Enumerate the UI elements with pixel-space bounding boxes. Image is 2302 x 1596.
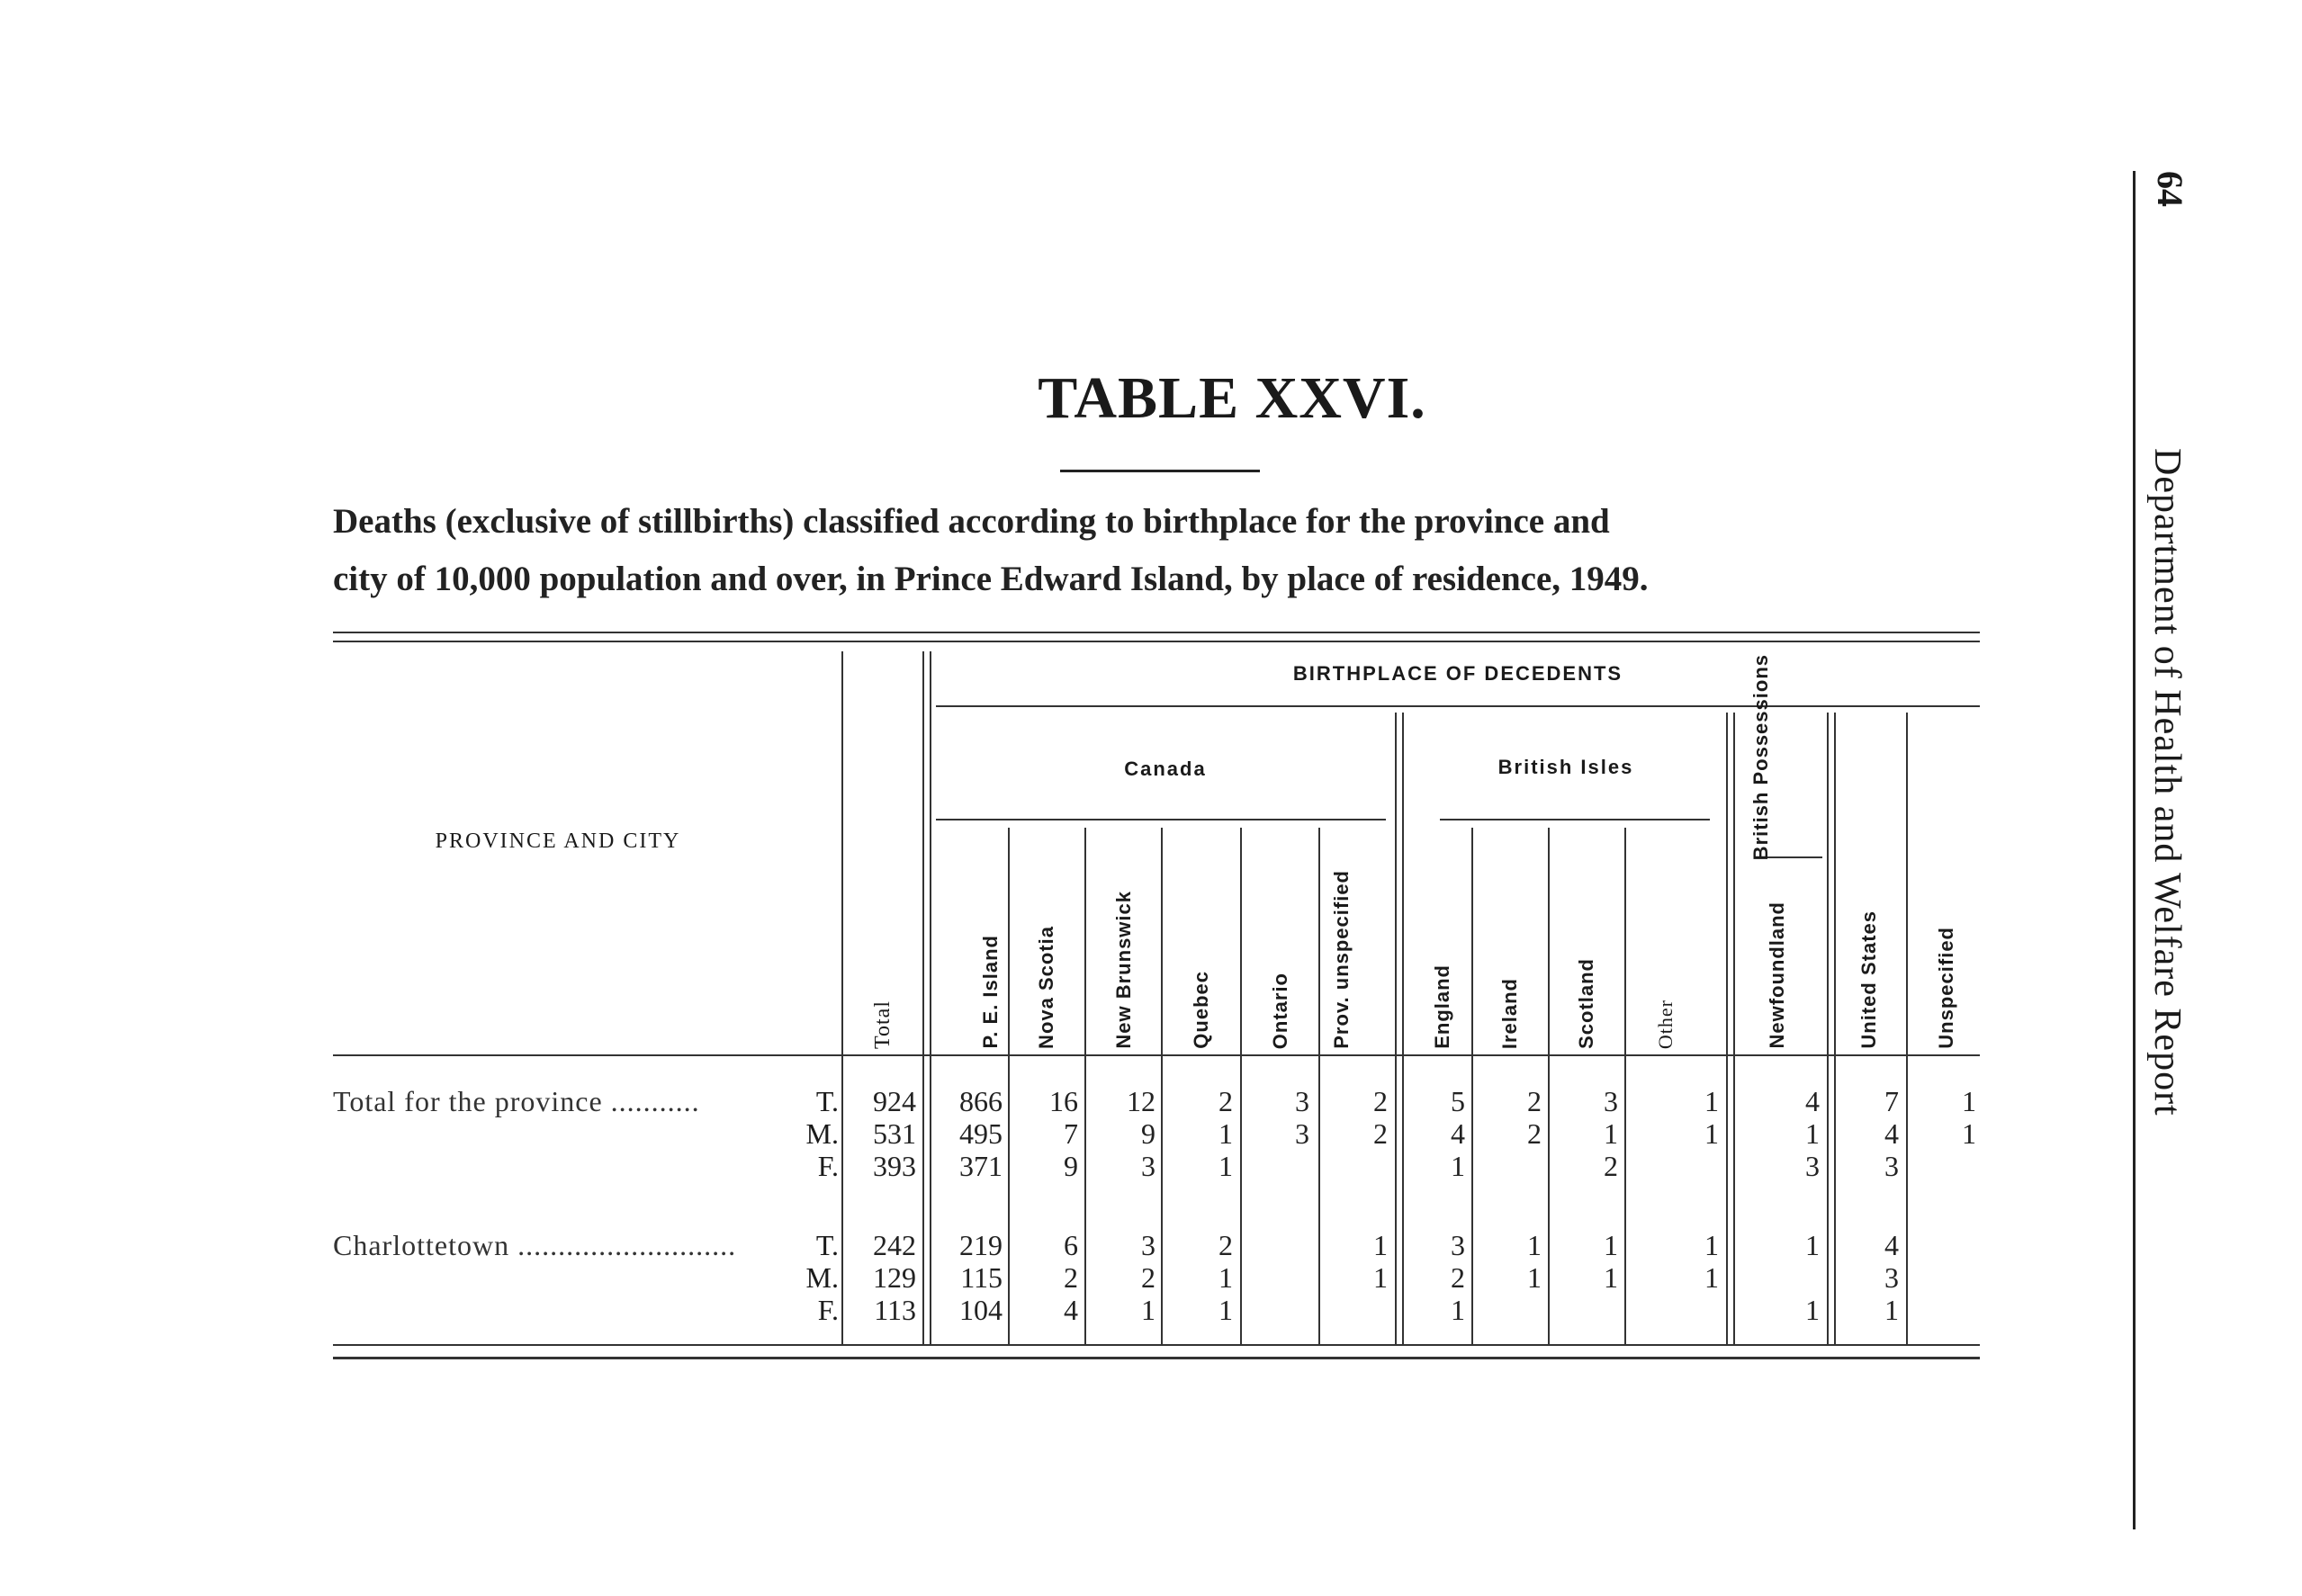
header-birthplace: BIRTHPLACE OF DECEDENTS xyxy=(1292,662,1623,685)
table-cell: 1 xyxy=(1218,1294,1233,1326)
table-cell: 7 xyxy=(1884,1085,1899,1117)
table-bottom-rule xyxy=(333,1344,1980,1346)
col-header-unspecified: Unspecified xyxy=(1935,927,1957,1049)
table-cell: 2 xyxy=(1141,1261,1155,1294)
description-line-1: Deaths (exclusive of stillbirths) classified according to birthplace for the province and xyxy=(333,502,1610,541)
table-cell: 1 xyxy=(1527,1229,1542,1261)
table-cell: 113 xyxy=(874,1294,916,1326)
table-cell: 12 xyxy=(1127,1085,1155,1117)
table-cell: 2 xyxy=(1218,1085,1233,1117)
table-cell: 2 xyxy=(1604,1150,1618,1182)
row-sex-code: F. xyxy=(817,1294,839,1326)
table-cell: 6 xyxy=(1064,1229,1078,1261)
table-cell: 7 xyxy=(1064,1117,1078,1150)
col-rule xyxy=(1733,713,1735,1344)
table-cell: 3 xyxy=(1884,1150,1899,1182)
table-cell: 1 xyxy=(1218,1117,1233,1150)
table-cell: 9 xyxy=(1141,1117,1155,1150)
table-cell: 1 xyxy=(1527,1261,1542,1294)
col-header-ireland: Ireland xyxy=(1498,977,1521,1049)
table-cell: 9 xyxy=(1064,1150,1078,1182)
table-cell: 2 xyxy=(1451,1261,1465,1294)
row-sex-code: F. xyxy=(817,1150,839,1182)
table-cell: 3 xyxy=(1295,1117,1309,1150)
table-cell: 1 xyxy=(1805,1229,1820,1261)
header-canada: Canada xyxy=(1124,758,1207,780)
table-cell: 924 xyxy=(873,1085,916,1117)
col-header-prov-unspecified: Prov. unspecified xyxy=(1330,870,1353,1049)
col-rule xyxy=(1726,713,1728,1344)
table-cell: 371 xyxy=(959,1150,1003,1182)
table-cell: 2 xyxy=(1373,1085,1388,1117)
table-cell: 393 xyxy=(873,1150,916,1182)
birthplace-rule xyxy=(936,705,1980,707)
table-cell: 1 xyxy=(1805,1294,1820,1326)
table-cell: 1 xyxy=(1141,1294,1155,1326)
row-sex-code: T. xyxy=(815,1229,839,1261)
table-cell: 4 xyxy=(1884,1117,1899,1150)
table-cell: 3 xyxy=(1295,1085,1309,1117)
row-label: Total for the province ........... xyxy=(333,1085,700,1117)
table-cell: 1 xyxy=(1962,1085,1976,1117)
table-cell: 4 xyxy=(1064,1294,1078,1326)
table-cell: 242 xyxy=(873,1229,916,1261)
table-cell: 1 xyxy=(1604,1229,1618,1261)
col-rule xyxy=(1624,828,1626,1344)
table-cell: 1 xyxy=(1805,1117,1820,1150)
table-top-rule-2 xyxy=(333,641,1980,642)
col-header-newfoundland: Newfoundland xyxy=(1766,901,1788,1049)
table-cell: 2 xyxy=(1373,1117,1388,1150)
table-cell: 1 xyxy=(1704,1229,1719,1261)
col-header-new-brunswick: New Brunswick xyxy=(1112,891,1135,1049)
canada-rule xyxy=(936,819,1386,820)
col-header-total: Total xyxy=(871,1000,895,1049)
table-cell: 104 xyxy=(959,1294,1003,1326)
table-cell: 2 xyxy=(1527,1085,1542,1117)
col-header-ontario: Ontario xyxy=(1269,972,1291,1049)
table-cell: 866 xyxy=(959,1085,1003,1117)
row-label: Charlottetown ........................... xyxy=(333,1229,737,1261)
table-cell: 1 xyxy=(1373,1261,1388,1294)
table-cell: 3 xyxy=(1884,1261,1899,1294)
table-bottom-rule-2 xyxy=(333,1357,1980,1359)
british-isles-rule xyxy=(1440,819,1710,820)
table-cell: 3 xyxy=(1805,1150,1820,1182)
table-cell: 495 xyxy=(959,1117,1003,1150)
table-cell: 3 xyxy=(1451,1229,1465,1261)
table-cell: 4 xyxy=(1451,1117,1465,1150)
table-cell: 531 xyxy=(873,1117,916,1150)
table-cell: 115 xyxy=(960,1261,1003,1294)
table-cell: 1 xyxy=(1604,1117,1618,1150)
col-header-united-states: United States xyxy=(1857,910,1880,1049)
row-sex-code: T. xyxy=(815,1085,839,1117)
header-british-isles: British Isles xyxy=(1497,756,1634,778)
table-cell: 1 xyxy=(1604,1261,1618,1294)
table-cell: 1 xyxy=(1218,1150,1233,1182)
table-top-rule xyxy=(333,632,1980,633)
running-head: Department of Health and Welfare Report xyxy=(2146,448,2188,1116)
table-cell: 1 xyxy=(1962,1117,1976,1150)
header-province-city: PROVINCE AND CITY xyxy=(435,829,681,853)
table-cell: 2 xyxy=(1064,1261,1078,1294)
table-title: TABLE XXVI. xyxy=(1038,365,1426,431)
table-cell: 2 xyxy=(1218,1229,1233,1261)
table-cell: 1 xyxy=(1704,1085,1719,1117)
table-cell: 1 xyxy=(1451,1150,1465,1182)
table-cell: 4 xyxy=(1884,1229,1899,1261)
table-cell: 3 xyxy=(1141,1150,1155,1182)
table-cell: 1 xyxy=(1704,1117,1719,1150)
table-cell: 4 xyxy=(1805,1085,1820,1117)
col-header-other: Other xyxy=(1654,999,1677,1049)
table-cell: 129 xyxy=(873,1261,916,1294)
col-rule xyxy=(1906,713,1908,1344)
col-header-quebec: Quebec xyxy=(1190,971,1212,1049)
table-cell: 1 xyxy=(1218,1261,1233,1294)
col-header-nova-scotia: Nova Scotia xyxy=(1035,926,1057,1049)
description-line-2: city of 10,000 population and over, in Prince Edward Island, by place of residence, 1949. xyxy=(333,560,1649,598)
col-header-england: England xyxy=(1431,964,1453,1049)
row-sex-code: M. xyxy=(805,1261,839,1294)
table-cell: 3 xyxy=(1141,1229,1155,1261)
table-cell: 1 xyxy=(1704,1261,1719,1294)
row-sex-code: M. xyxy=(805,1117,839,1150)
table-cell: 219 xyxy=(959,1229,1003,1261)
col-header-scotland: Scotland xyxy=(1575,958,1597,1049)
table-cell: 3 xyxy=(1604,1085,1618,1117)
table-cell: 2 xyxy=(1527,1117,1542,1150)
col-header-british-possessions: British Possessions xyxy=(1749,653,1772,860)
table-cell: 1 xyxy=(1373,1229,1388,1261)
col-header-pei: P. E. Island xyxy=(979,935,1002,1049)
page-number: 64 xyxy=(2150,171,2190,207)
table-cell: 1 xyxy=(1884,1294,1899,1326)
table-cell: 5 xyxy=(1451,1085,1465,1117)
table-cell: 16 xyxy=(1049,1085,1078,1117)
table-cell: 1 xyxy=(1451,1294,1465,1326)
